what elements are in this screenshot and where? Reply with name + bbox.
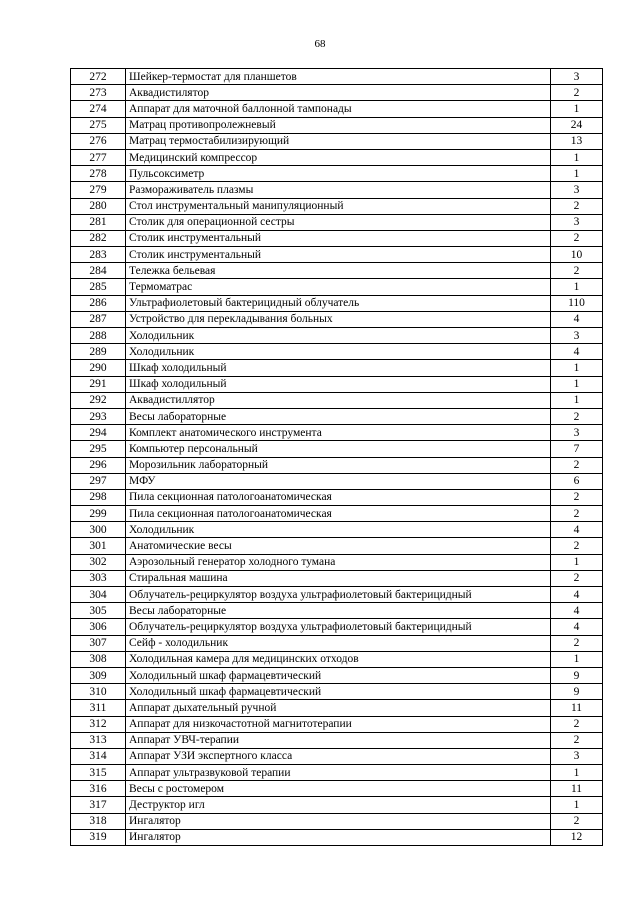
equipment-name-cell: Матрац термостабилизирующий	[126, 133, 551, 149]
quantity-cell: 1	[551, 279, 603, 295]
table-row	[71, 328, 603, 344]
table-row	[71, 166, 603, 182]
row-number-cell: 274	[71, 101, 126, 117]
equipment-name-cell: Столик инструментальный	[126, 247, 551, 263]
equipment-name-cell: Стиральная машина	[126, 570, 551, 586]
quantity-cell: 1	[551, 392, 603, 408]
equipment-name-cell: Стол инструментальный манипуляционный	[126, 198, 551, 214]
row-number-cell: 316	[71, 781, 126, 797]
equipment-name-cell: Ультрафиолетовый бактерицидный облучатель	[126, 295, 551, 311]
quantity-cell: 2	[551, 408, 603, 424]
row-number-cell: 283	[71, 247, 126, 263]
row-number-cell: 304	[71, 587, 126, 603]
equipment-name-cell: Компьютер персональный	[126, 441, 551, 457]
quantity-cell: 9	[551, 667, 603, 683]
table-row	[71, 182, 603, 198]
quantity-cell: 11	[551, 700, 603, 716]
equipment-name-cell: Столик для операционной сестры	[126, 214, 551, 230]
equipment-name-cell: Шкаф холодильный	[126, 376, 551, 392]
row-number-cell: 308	[71, 651, 126, 667]
row-number-cell: 288	[71, 328, 126, 344]
table-row	[71, 765, 603, 781]
row-number-cell: 298	[71, 489, 126, 505]
table-row	[71, 198, 603, 214]
table-row	[71, 101, 603, 117]
table-row	[71, 667, 603, 683]
row-number-cell: 312	[71, 716, 126, 732]
table-row	[71, 457, 603, 473]
quantity-cell: 1	[551, 765, 603, 781]
table-row	[71, 376, 603, 392]
equipment-name-cell: Термоматрас	[126, 279, 551, 295]
row-number-cell: 279	[71, 182, 126, 198]
row-number-cell: 284	[71, 263, 126, 279]
equipment-name-cell: Аппарат УВЧ-терапии	[126, 732, 551, 748]
equipment-name-cell: Аквадистилятор	[126, 85, 551, 101]
quantity-cell: 2	[551, 538, 603, 554]
row-number-cell: 287	[71, 311, 126, 327]
quantity-cell: 1	[551, 554, 603, 570]
table-row	[71, 651, 603, 667]
table-row	[71, 716, 603, 732]
equipment-name-cell: Устройство для перекладывания больных	[126, 311, 551, 327]
equipment-name-cell: Аппарат для маточной баллонной тампонады	[126, 101, 551, 117]
equipment-name-cell: Аппарат дыхательный ручной	[126, 700, 551, 716]
table-row	[71, 538, 603, 554]
equipment-name-cell: Ингалятор	[126, 829, 551, 845]
equipment-name-cell: Шейкер-термостат для планшетов	[126, 69, 551, 85]
table-row	[71, 441, 603, 457]
row-number-cell: 310	[71, 684, 126, 700]
equipment-name-cell: Пила секционная патологоанатомическая	[126, 489, 551, 505]
table-row	[71, 732, 603, 748]
table-row	[71, 781, 603, 797]
equipment-name-cell: Аэрозольный генератор холодного тумана	[126, 554, 551, 570]
row-number-cell: 280	[71, 198, 126, 214]
equipment-name-cell: Столик инструментальный	[126, 230, 551, 246]
equipment-name-cell: Холодильник	[126, 328, 551, 344]
row-number-cell: 272	[71, 69, 126, 85]
quantity-cell: 2	[551, 813, 603, 829]
quantity-cell: 2	[551, 85, 603, 101]
quantity-cell: 3	[551, 748, 603, 764]
equipment-name-cell: Медицинский компрессор	[126, 149, 551, 165]
row-number-cell: 317	[71, 797, 126, 813]
quantity-cell: 4	[551, 522, 603, 538]
equipment-name-cell: Аппарат УЗИ экспертного класса	[126, 748, 551, 764]
quantity-cell: 1	[551, 149, 603, 165]
table-row	[71, 506, 603, 522]
equipment-name-cell: Аквадистиллятор	[126, 392, 551, 408]
table-row	[71, 603, 603, 619]
table-row	[71, 311, 603, 327]
quantity-cell: 12	[551, 829, 603, 845]
table-row	[71, 587, 603, 603]
row-number-cell: 313	[71, 732, 126, 748]
table-row	[71, 425, 603, 441]
quantity-cell: 2	[551, 732, 603, 748]
table-row	[71, 748, 603, 764]
table-row	[71, 684, 603, 700]
row-number-cell: 311	[71, 700, 126, 716]
row-number-cell: 277	[71, 149, 126, 165]
quantity-cell: 3	[551, 214, 603, 230]
quantity-cell: 1	[551, 376, 603, 392]
table-row	[71, 554, 603, 570]
row-number-cell: 296	[71, 457, 126, 473]
quantity-cell: 4	[551, 619, 603, 635]
quantity-cell: 2	[551, 457, 603, 473]
quantity-cell: 2	[551, 570, 603, 586]
row-number-cell: 293	[71, 408, 126, 424]
row-number-cell: 314	[71, 748, 126, 764]
quantity-cell: 3	[551, 328, 603, 344]
row-number-cell: 285	[71, 279, 126, 295]
table-row	[71, 635, 603, 651]
table-row	[71, 214, 603, 230]
equipment-name-cell: Морозильник лабораторный	[126, 457, 551, 473]
quantity-cell: 7	[551, 441, 603, 457]
row-number-cell: 307	[71, 635, 126, 651]
quantity-cell: 2	[551, 198, 603, 214]
quantity-cell: 2	[551, 506, 603, 522]
row-number-cell: 276	[71, 133, 126, 149]
row-number-cell: 305	[71, 603, 126, 619]
equipment-table-body	[71, 69, 603, 846]
table-row	[71, 85, 603, 101]
row-number-cell: 294	[71, 425, 126, 441]
quantity-cell: 4	[551, 603, 603, 619]
row-number-cell: 303	[71, 570, 126, 586]
row-number-cell: 306	[71, 619, 126, 635]
row-number-cell: 315	[71, 765, 126, 781]
row-number-cell: 297	[71, 473, 126, 489]
row-number-cell: 318	[71, 813, 126, 829]
quantity-cell: 2	[551, 716, 603, 732]
quantity-cell: 3	[551, 182, 603, 198]
equipment-name-cell: Холодильный шкаф фармацевтический	[126, 684, 551, 700]
quantity-cell: 2	[551, 635, 603, 651]
equipment-name-cell: Весы лабораторные	[126, 603, 551, 619]
equipment-name-cell: Сейф - холодильник	[126, 635, 551, 651]
table-row	[71, 344, 603, 360]
table-row	[71, 279, 603, 295]
quantity-cell: 2	[551, 489, 603, 505]
equipment-name-cell: Пила секционная патологоанатомическая	[126, 506, 551, 522]
row-number-cell: 301	[71, 538, 126, 554]
row-number-cell: 282	[71, 230, 126, 246]
quantity-cell: 6	[551, 473, 603, 489]
table-row	[71, 117, 603, 133]
equipment-name-cell: Деструктор игл	[126, 797, 551, 813]
quantity-cell: 10	[551, 247, 603, 263]
table-row	[71, 522, 603, 538]
equipment-name-cell: Весы с ростомером	[126, 781, 551, 797]
table-row	[71, 408, 603, 424]
equipment-name-cell: Комплект анатомического инструмента	[126, 425, 551, 441]
table-row	[71, 133, 603, 149]
equipment-name-cell: Ингалятор	[126, 813, 551, 829]
table-row	[71, 263, 603, 279]
equipment-name-cell: Матрац противопролежневый	[126, 117, 551, 133]
quantity-cell: 13	[551, 133, 603, 149]
row-number-cell: 291	[71, 376, 126, 392]
table-row	[71, 149, 603, 165]
row-number-cell: 295	[71, 441, 126, 457]
quantity-cell: 3	[551, 69, 603, 85]
quantity-cell: 1	[551, 651, 603, 667]
equipment-table	[70, 68, 603, 846]
row-number-cell: 302	[71, 554, 126, 570]
row-number-cell: 319	[71, 829, 126, 845]
quantity-cell: 11	[551, 781, 603, 797]
quantity-cell: 1	[551, 360, 603, 376]
table-row	[71, 619, 603, 635]
row-number-cell: 273	[71, 85, 126, 101]
row-number-cell: 299	[71, 506, 126, 522]
equipment-name-cell: Холодильный шкаф фармацевтический	[126, 667, 551, 683]
quantity-cell: 4	[551, 344, 603, 360]
row-number-cell: 309	[71, 667, 126, 683]
quantity-cell: 4	[551, 311, 603, 327]
table-row	[71, 473, 603, 489]
row-number-cell: 281	[71, 214, 126, 230]
table-row	[71, 360, 603, 376]
equipment-name-cell: Облучатель-рециркулятор воздуха ультрафиолетовый бактерицидный	[126, 619, 551, 635]
table-row	[71, 247, 603, 263]
equipment-name-cell: Холодильная камера для медицинских отходов	[126, 651, 551, 667]
table-row	[71, 829, 603, 845]
table-row	[71, 797, 603, 813]
equipment-name-cell: Аппарат ультразвуковой терапии	[126, 765, 551, 781]
table-row	[71, 230, 603, 246]
table-row	[71, 69, 603, 85]
table-row	[71, 570, 603, 586]
equipment-name-cell: Облучатель-рециркулятор воздуха ультрафиолетовый бактерицидный	[126, 587, 551, 603]
equipment-name-cell: Весы лабораторные	[126, 408, 551, 424]
row-number-cell: 300	[71, 522, 126, 538]
row-number-cell: 275	[71, 117, 126, 133]
quantity-cell: 4	[551, 587, 603, 603]
row-number-cell: 290	[71, 360, 126, 376]
equipment-name-cell: МФУ	[126, 473, 551, 489]
quantity-cell: 9	[551, 684, 603, 700]
equipment-name-cell: Анатомические весы	[126, 538, 551, 554]
equipment-name-cell: Размораживатель плазмы	[126, 182, 551, 198]
quantity-cell: 1	[551, 166, 603, 182]
table-row	[71, 489, 603, 505]
quantity-cell: 24	[551, 117, 603, 133]
quantity-cell: 2	[551, 230, 603, 246]
row-number-cell: 292	[71, 392, 126, 408]
equipment-name-cell: Шкаф холодильный	[126, 360, 551, 376]
quantity-cell: 1	[551, 797, 603, 813]
table-row	[71, 813, 603, 829]
row-number-cell: 278	[71, 166, 126, 182]
equipment-name-cell: Тележка бельевая	[126, 263, 551, 279]
row-number-cell: 286	[71, 295, 126, 311]
quantity-cell: 3	[551, 425, 603, 441]
quantity-cell: 110	[551, 295, 603, 311]
page-number: 68	[314, 38, 326, 50]
table-row	[71, 700, 603, 716]
equipment-name-cell: Холодильник	[126, 522, 551, 538]
equipment-name-cell: Аппарат для низкочастотной магнитотерапии	[126, 716, 551, 732]
quantity-cell: 2	[551, 263, 603, 279]
row-number-cell: 289	[71, 344, 126, 360]
quantity-cell: 1	[551, 101, 603, 117]
equipment-name-cell: Пульсоксиметр	[126, 166, 551, 182]
equipment-name-cell: Холодильник	[126, 344, 551, 360]
table-row	[71, 295, 603, 311]
table-row	[71, 392, 603, 408]
